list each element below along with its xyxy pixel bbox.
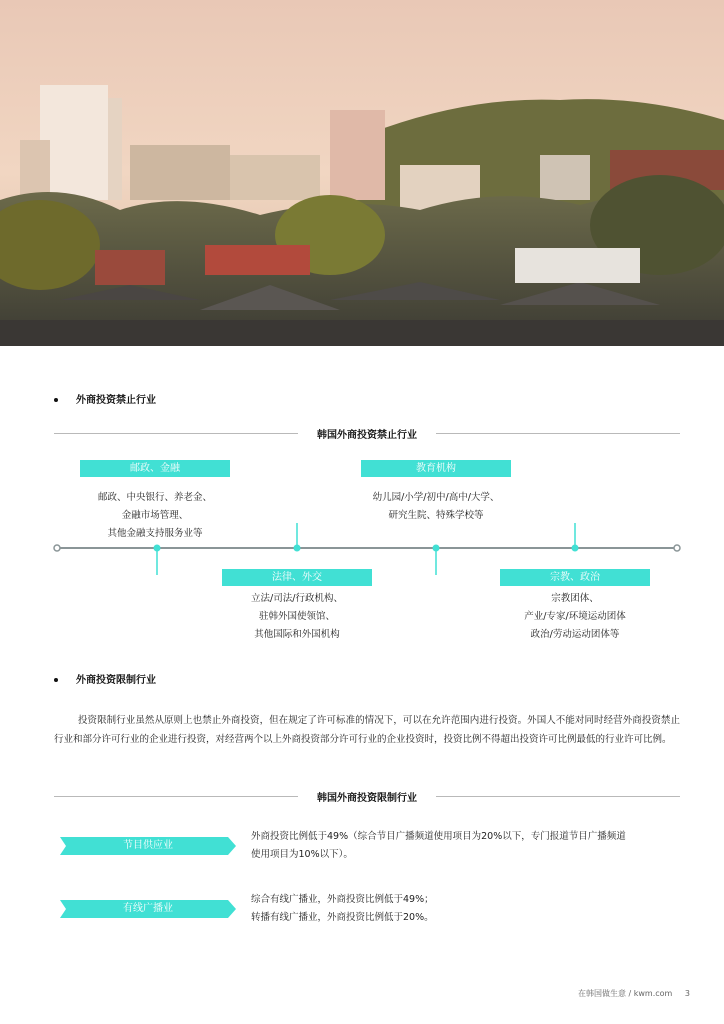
footer-text: 在韩国做生意 / kwm.com	[577, 989, 673, 998]
category-label-law-diplomacy: 法律、外交	[222, 569, 372, 586]
category-desc-religion-politics: 宗教团体、 产业/专家/环境运动团体 政治/劳动运动团体等	[524, 593, 626, 640]
page-footer	[578, 988, 690, 999]
category-label-postal-finance: 邮政、金融	[80, 460, 230, 477]
section-heading-restricted: 外商投资限制行业	[54, 671, 156, 686]
timeline-start-node	[54, 545, 60, 551]
row-text-program-supply: 外商投资比例低于49%（综合节目广播频道使用项目为20%以下，专门报道节目广播频道 使用项目为10%以下）。	[251, 831, 626, 860]
chart-title-prohibited: 韩国外商投资禁止行业	[54, 426, 680, 440]
restricted-paragraph: 投资限制行业虽然从原则上也禁止外商投资，但在规定了许可标准的情况下，可以在允许范围内进行投资。外国人不能对同时经营外商投资禁止行业和部分许可行业的企业进行投资，对经营两个以上外商投资部分许可行业的企业投资时，投资比例不得超出投资许可比例最低的行业许可比例。	[54, 715, 680, 745]
category-label-education: 教育机构	[361, 460, 511, 477]
category-desc-law-diplomacy: 立法/司法/行政机构、 驻韩外国使领馆、 其他国际和外国机构	[251, 593, 343, 640]
bullet-icon	[54, 678, 58, 682]
bullet-icon	[54, 398, 58, 402]
section-heading-prohibited: 外商投资禁止行业	[54, 391, 156, 406]
tag-cable-broadcast: 有线广播业	[60, 900, 236, 918]
category-desc-postal-finance: 邮政、中央银行、养老金、 金融市场管理、 其他金融支持服务业等	[97, 492, 212, 539]
chart-title-restricted: 韩国外商投资限制行业	[54, 789, 680, 803]
category-label-religion-politics: 宗教、政治	[500, 569, 650, 586]
page-number: 3	[684, 989, 690, 998]
category-desc-education: 幼儿园/小学/初中/高中/大学、 研究生院、特殊学校等	[372, 492, 500, 521]
row-text-cable-broadcast: 综合有线广播业，外商投资比例低于49%； 转播有线广播业，外商投资比例低于20%。	[251, 894, 434, 923]
tag-program-supply: 节目供应业	[60, 837, 236, 855]
timeline-end-node	[674, 545, 680, 551]
hero-photo-korean-village	[0, 0, 724, 346]
